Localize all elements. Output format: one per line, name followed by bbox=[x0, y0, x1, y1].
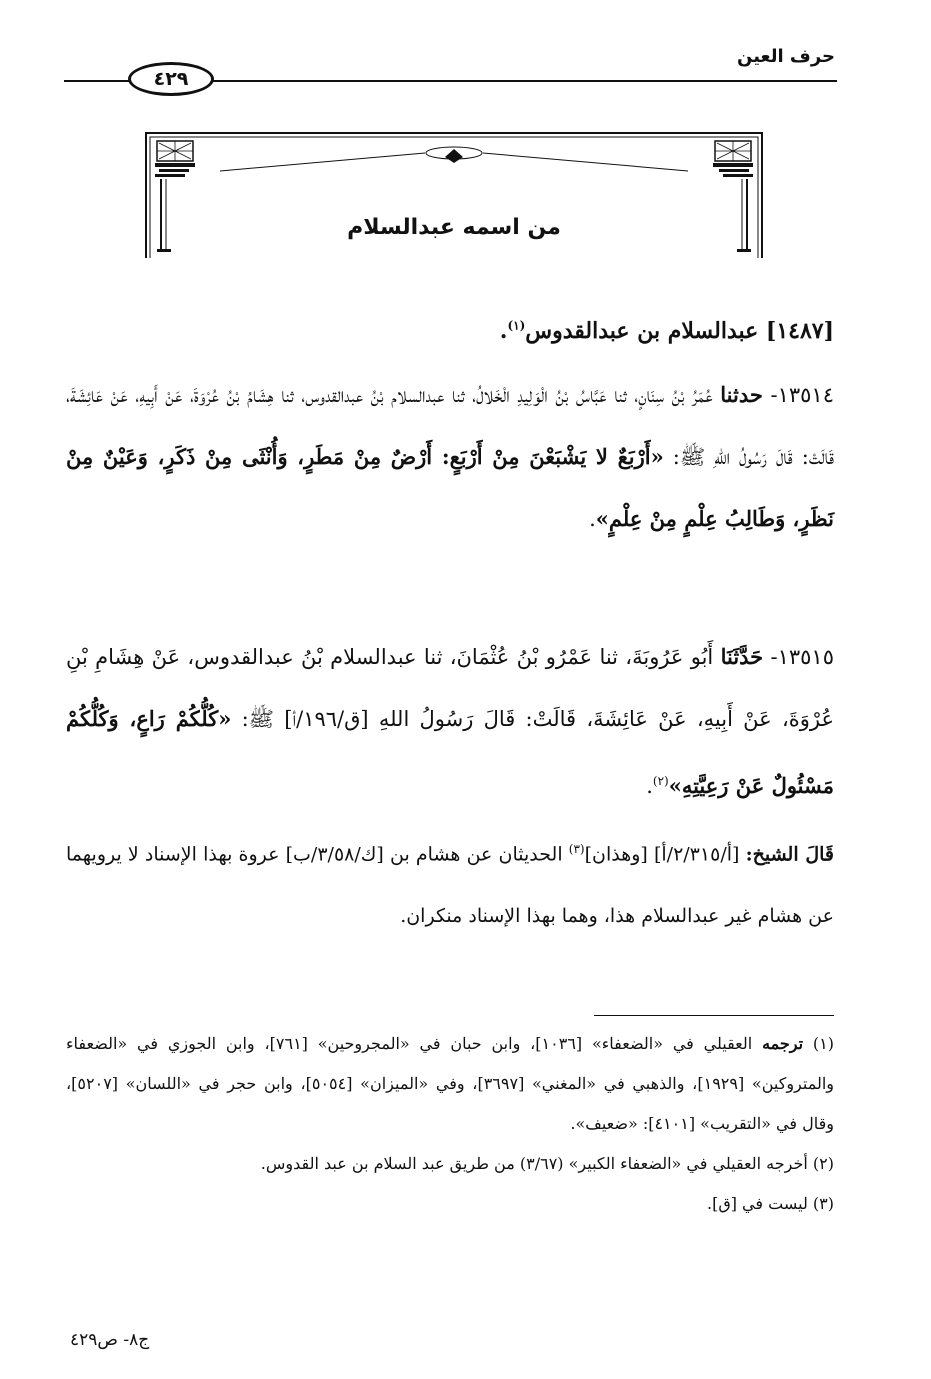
hadith-matn: «أَرْبَعٌ لا يَشْبَعْنَ مِنْ أَرْبَعٍ: أَرْضٌ مِنْ مَطَرٍ، وَأُنْثَى مِنْ ذَكَرٍ، وَعَيْنٌ مِنْ نَظَرٍ، وَطَالِبُ عِلْمٍ مِنْ عِلْمٍ» bbox=[66, 444, 834, 531]
sheikh-lead: قَالَ الشيخ: bbox=[745, 843, 834, 866]
entry-end: . bbox=[499, 318, 508, 344]
hadith-isnad: عُمَرُ بْنُ سِنَانٍ، ثنا عَبَّاسُ بْنُ الْوَلِيدِ الْخَلالُ، ثنا عبدالسلام بْنُ عبدالقدوس، ثنا هِشَامُ بْنُ عُرْوَةَ، عَنْ أَبِيهِ، عَنْ عَائِشَةَ، قَالَتْ: قَالَ رَسُولُ اللهِ ﷺ: bbox=[66, 383, 834, 469]
footnotes bbox=[66, 1024, 834, 1224]
footnote-ref-2: (٢) bbox=[652, 774, 669, 788]
hadith-isnad: أَبُو عَرُوبَةَ، ثنا عَمْرُو بْنُ عُثْمَانَ، ثنا عبدالسلام بْنُ عبدالقدوس، عَنْ هِشَامِ بْنِ عُرْوَةَ، عَنْ أَبِيهِ، عَنْ عَائِشَةَ، قَالَتْ: قَالَ رَسُولُ اللهِ [ق/١٩٦/أ] ﷺ: bbox=[66, 645, 834, 731]
footnote-text: ليست في [ق]. bbox=[706, 1194, 808, 1213]
footnote-number: (١) bbox=[812, 1034, 835, 1053]
footnote-ref-3: (٣) bbox=[568, 842, 585, 856]
footnote-ref-1: (١) bbox=[507, 318, 526, 333]
page-footer: ج٨- ص٤٢٩ bbox=[70, 1330, 150, 1350]
footnote-3 bbox=[66, 1184, 834, 1224]
footnote-text: أخرجه العقيلي في «الضعفاء الكبير» (٣/٦٧) من طريق عبد السلام بن عبد القدوس. bbox=[260, 1154, 808, 1173]
sheikh-text-2: الحديثان عن هشام بن [ك/٣/٥٨/ب] عروة بهذا الإسناد لا يرويهما عن هشام غير عبدالسلام هذا، وهما بهذا الإسناد منكران. bbox=[66, 843, 834, 928]
hadith-number: ١٣٥١٥- bbox=[770, 645, 834, 669]
footnote-2 bbox=[66, 1144, 834, 1184]
hadith-matn: «كُلُّكُمْ رَاعٍ، وَكُلُّكُمْ مَسْئُولٌ عَنْ رَعِيَّتِهِ» bbox=[66, 706, 834, 798]
footnote-number: (٢) bbox=[812, 1154, 834, 1173]
sheikh-comment bbox=[66, 818, 834, 947]
running-head: حرف العين bbox=[737, 46, 835, 67]
hadith-13514 bbox=[66, 364, 834, 550]
section-title: من اسمه عبدالسلام bbox=[347, 215, 561, 240]
hadith-lead: حدثنا bbox=[720, 382, 763, 407]
section-frame bbox=[145, 131, 763, 259]
hadith-lead: حَدَّثَنَا bbox=[720, 644, 764, 669]
footnote-bold: ترجمه bbox=[762, 1034, 804, 1053]
hadith-number: ١٣٥١٤- bbox=[770, 383, 834, 407]
hadith-end: . bbox=[589, 507, 596, 531]
sheikh-text-1: [أ/٢/٣١٥/أ] [وهذان] bbox=[584, 843, 740, 866]
footnote-number: (٣) bbox=[812, 1194, 834, 1213]
entry-label: [١٤٨٧] عبدالسلام بن عبدالقدوس bbox=[525, 318, 834, 344]
page-number-badge: ٤٢٩ bbox=[128, 62, 214, 96]
footnote-1 bbox=[66, 1024, 834, 1144]
footnote-rule bbox=[594, 1015, 834, 1016]
hadith-13515 bbox=[66, 626, 834, 817]
footnote-text: العقيلي في «الضعفاء» [١٠٣٦]، وابن حبان في «المجروحين» [٧٦١]، وابن الجوزي في «الضعفاء والمتروكين» [١٩٢٩]، والذهبي في «المغني» [٣٦٩٧]، وفي «الميزان» [٥٠٥٤]، وابن حجر في «اللسان» [٥٢٠٧]، وقال في «التقريب» [٤١٠١]: «ضعيف». bbox=[66, 1034, 835, 1133]
hadith-end: . bbox=[646, 774, 653, 798]
entry-heading bbox=[66, 318, 834, 344]
